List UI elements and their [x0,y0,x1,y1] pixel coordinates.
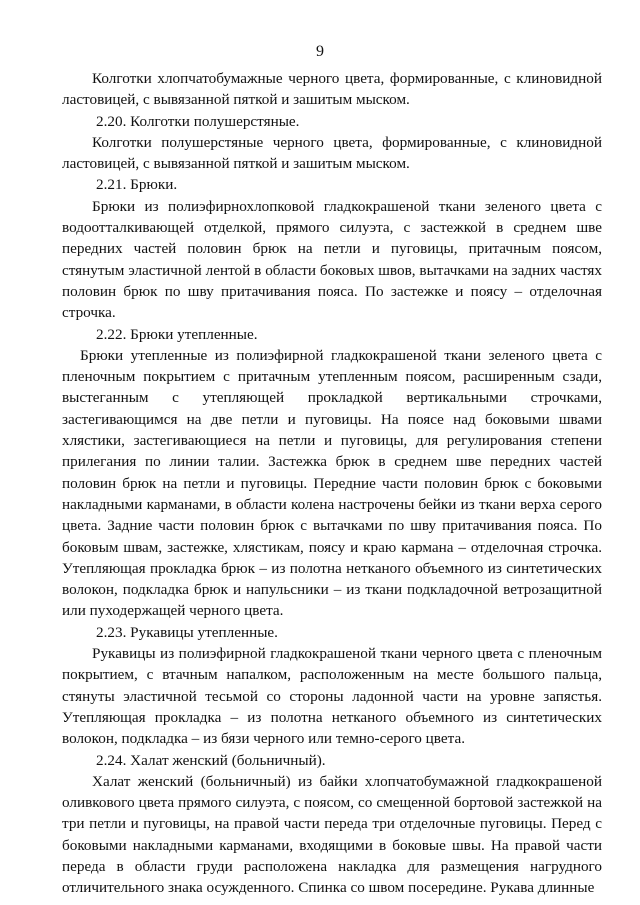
paragraph-womens-gown: Халат женский (больничный) из байки хлопчатобумажной гладкокрашеной оливкового цвета прямого силуэта, с поясом, со смещенной бортовой застежкой на три петли и пуговицы, на правой части переда три отделочные пуговицы. Перед с боковыми накладными карманами, входящими в боковые швы. На правой части переда в области груди расположена накладка для размещения нагрудного отличительного знака осужденного. Спинка со швом посередине. Рукава длинные [62,772,602,897]
section-heading-2-24: 2.24. Халат женский (больничный). [96,751,326,769]
document-body [62,68,602,899]
paragraph-insulated-trousers: Брюки утепленные из полиэфирной гладкокрашеной ткани зеленого цвета с пленочным покрытием с притачным утепленным поясом, расширенным сзади, выстеганным с утепляющей прокладкой вертикальными строчками, застегивающимся на две петли и пуговицы. На поясе над боковыми швами хлястики, застегивающиеся на петли и пуговицы, для регулирования степени прилегания по линии талии. Застежка брюк в среднем шве передних частей половин брюк на петли и пуговицы. Передние части половин брюк с боковыми накладными карманами, в области колена настрочены бейки из ткани верха серого цвета. Задние части половин брюк с вытачками по шву притачивания пояса. По боковым швам, застежке, хлястикам, поясу и краю кармана – отделочная строчка. Утепляющая прокладка брюк – из полотна нетканого объемного из синтетических волокон, подкладка брюк и напульсники – из ткани подкладочной ветрозащитной или пуходержащей черного цвета. [62,346,602,620]
section-heading-2-22: 2.22. Брюки утепленные. [96,325,258,343]
section-heading-2-21: 2.21. Брюки. [96,176,178,194]
paragraph-pantyhose-cotton: Колготки хлопчатобумажные черного цвета, формированные, с клиновидной ластовицей, с вывязанной пяткой и зашитым мыском. [62,70,602,109]
section-heading-2-20: 2.20. Колготки полушерстяные. [96,112,300,130]
paragraph-trousers: Брюки из полиэфирнохлопковой гладкокрашеной ткани зеленого цвета с водоотталкивающей отделкой, прямого силуэта, с застежкой в среднем шве передних частей половин брюк на петли и пуговицы, притачным поясом, стянутым эластичной лентой в области боковых швов, вытачками на задних частях половин брюк по шву притачивания пояса. По застежке и поясу – отделочная строчка. [62,197,602,322]
paragraph-pantyhose-wool: Колготки полушерстяные черного цвета, формированные, с клиновидной ластовицей, с вывязанной пяткой и зашитым мыском. [62,133,602,173]
page-number: 9 [316,43,324,60]
section-heading-2-23: 2.23. Рукавицы утепленные. [96,623,278,641]
paragraph-insulated-mittens: Рукавицы из полиэфирной гладкокрашеной ткани черного цвета с пленочным покрытием, с втачным напалком, расположенным на месте большого пальца, стянуты эластичной тесьмой со стороны ладонной части на уровне запястья. Утепляющая прокладка – из полотна нетканого объемного из синтетических волокон, подкладка – из бязи черного или темно-серого цвета. [62,645,602,748]
